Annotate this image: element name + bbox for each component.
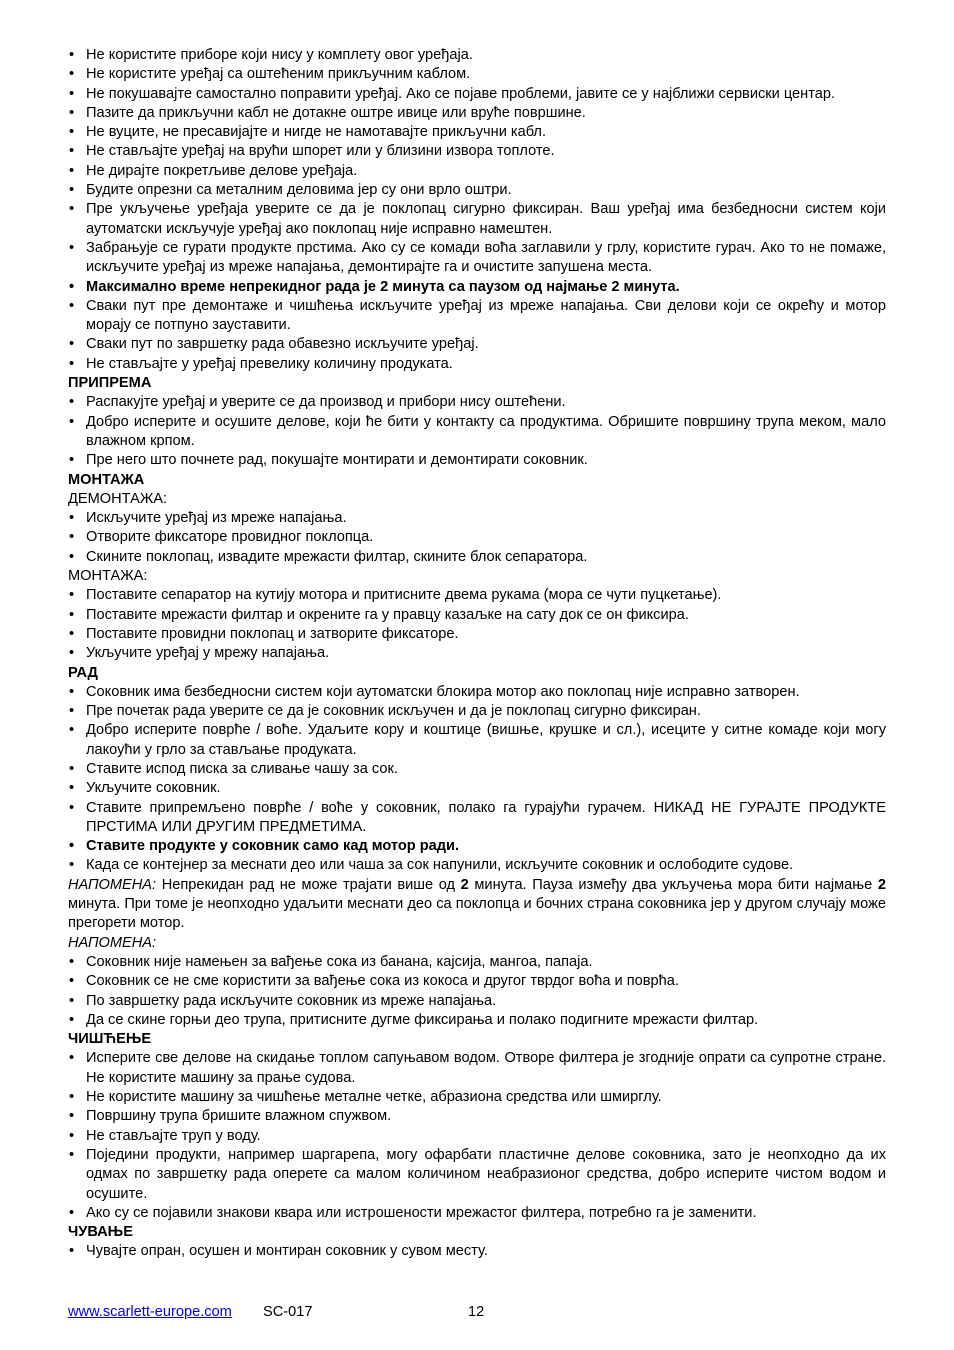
preparation-list	[68, 393, 886, 470]
list-item: • Када се контејнер за меснати део или чаша за сок напунили, искључите соковник и ослободите судове.	[68, 856, 886, 875]
list-item: • Ставите припремљено поврће / воће у соковник, полако га гурајући гурачем. НИКАД НЕ ГУРАЈТЕ ПРОДУКТЕ ПРСТИМА ИЛИ ДРУГИМ ПРЕДМЕТИМА.	[68, 799, 886, 838]
list-item: • Искључите уређај из мреже напајања.	[68, 509, 886, 528]
note-bold-2: 2	[877, 876, 886, 893]
list-item: • Максимално време непрекидног рада је 2 минута са паузом од најмање 2 минута.	[68, 278, 886, 297]
list-item: • Не стављајте у уређај превелику количину продуката.	[68, 355, 886, 374]
list-item: • Сваки пут пре демонтаже и чишћења искључите уређај из мреже напајања. Сви делови који се окрећу и мотор морају се потпуно зауставити.	[68, 297, 886, 336]
list-item: • Сваки пут по завршетку рада обавезно искључите уређај.	[68, 335, 886, 354]
list-item: • Добро исперите и осушите делове, који ће бити у контакту са продуктима. Обришите површину трупа меком, мало влажном крпом.	[68, 413, 886, 452]
assembly-label: МОНТАЖА:	[68, 568, 148, 585]
note-label-2: НАПОМЕНА:	[68, 934, 157, 951]
list-item: • Скините поклопац, извадите мрежасти филтар, скините блок сепаратора.	[68, 548, 886, 567]
list-item: • Поставите мрежасти филтар и окрените га у правцу казаљке на сату док се он фиксира.	[68, 606, 886, 625]
assembly-list	[68, 586, 886, 663]
list-item: • Пре укључење уређаја уверите се да је поклопац сигурно фиксиран. Ваш уређај има безбедносни систем који аутоматски искључује уређај ако поклопац није исправно намештен.	[68, 200, 886, 239]
list-item: • Соковник није намењен за вађење сока из банана, кајсија, мангоа, папаја.	[68, 953, 886, 972]
list-item: • Не користите приборе који нису у комплету овог уређаја.	[68, 46, 886, 65]
safety-list	[68, 46, 886, 374]
website-link[interactable]: www.scarlett-europe.com	[68, 1304, 232, 1320]
list-item: • Поставите сепаратор на кутију мотора и притисните двема рукама (мора се чути пуцкетање).	[68, 586, 886, 605]
assembly-heading: МОНТАЖА	[68, 471, 145, 488]
list-item: • Ставите продукте у соковник само кад мотор ради.	[68, 837, 886, 856]
storage-list	[68, 1242, 886, 1261]
operation-list	[68, 683, 886, 876]
note-paragraph	[68, 876, 886, 934]
operation-heading: РАД	[68, 664, 98, 681]
note-text-1: Непрекидан рад не може трајати више од	[156, 876, 461, 893]
list-item: • Поставите провидни поклопац и затворите фиксаторе.	[68, 625, 886, 644]
list-item: • Будите опрезни са металним деловима јер су они врло оштри.	[68, 181, 886, 200]
page-number: 12	[468, 1304, 485, 1320]
list-item: • Површину трупа бришите влажном спужвом.	[68, 1107, 886, 1126]
list-item: • Укључите уређај у мрежу напајања.	[68, 644, 886, 663]
list-item: • Пазите да прикључни кабл не дотакне оштре ивице или вруће површине.	[68, 104, 886, 123]
list-item: • Не покушавајте самостално поправити уређај. Ако се појаве проблеми, јавите се у најближи сервиски центар.	[68, 85, 886, 104]
note-list	[68, 953, 886, 1030]
list-item: • По завршетку рада искључите соковник из мреже напајања.	[68, 992, 886, 1011]
list-item: • Пре него што почнете рад, покушајте монтирати и демонтирати соковник.	[68, 451, 886, 470]
cleaning-list	[68, 1049, 886, 1223]
preparation-heading: ПРИПРЕМА	[68, 375, 152, 392]
list-item: • Добро исперите поврће / воће. Удаљите кору и коштице (вишње, крушке и сл.), исеците у ситне комаде који могу лакоући у грло за стављање продуката.	[68, 721, 886, 760]
disassembly-label: ДЕМОНТАЖА:	[68, 490, 168, 507]
list-item: • Поједини продукти, например шаргарепа, могу офарбати пластичне делове соковника, зато је неопходно да их одмах по завршетку рада оперете са малом количином неабразионог средства, добро исперите чистом водом и осушите.	[68, 1146, 886, 1204]
list-item: • Забрањује се гурати продукте прстима. Ако су се комади воћа заглавили у грлу, користите гурач. Ако то не помаже, искључите уређај из мреже напајања, демонтирајте га и очистите запушена места.	[68, 239, 886, 278]
list-item: • Не стављајте уређај на врући шпорет или у близини извора топлоте.	[68, 142, 886, 161]
list-item: • Не дирајте покретљиве делове уређаја.	[68, 162, 886, 181]
list-item: • Чувајте опран, осушен и монтиран соковник у сувом месту.	[68, 1242, 886, 1261]
list-item: • Распакујте уређај и уверите се да производ и прибори нису оштећени.	[68, 393, 886, 412]
list-item: • Да се скине горњи део трупа, притисните дугме фиксирања и полако подигните мрежасти филтар.	[68, 1011, 886, 1030]
note-label: НАПОМЕНА:	[68, 876, 157, 893]
cleaning-heading: ЧИШЋЕЊЕ	[68, 1031, 152, 1048]
list-item: • Не стављајте труп у воду.	[68, 1127, 886, 1146]
list-item: • Укључите соковник.	[68, 779, 886, 798]
list-item: • Пре почетак рада уверите се да је соковник искључен и да је поклопац сигурно фиксиран.	[68, 702, 886, 721]
list-item: • Соковник има безбедносни систем који аутоматски блокира мотор ако поклопац није исправно затворен.	[68, 683, 886, 702]
note-bold-1: 2	[460, 876, 469, 893]
list-item: • Не вуците, не пресавијајте и нигде не намотавајте прикључни кабл.	[68, 123, 886, 142]
list-item: • Соковник се не сме користити за вађење сока из кокоса и другог тврдог воћа и поврћа.	[68, 972, 886, 991]
list-item: • Ставите испод писка за сливање чашу за сок.	[68, 760, 886, 779]
storage-heading: ЧУВАЊЕ	[68, 1224, 133, 1241]
manual-content	[68, 46, 886, 1262]
list-item: • Не користите уређај са оштећеним прикључним каблом.	[68, 65, 886, 84]
note-text-3: минута. При томе је неопходно удаљити меснати део са поклопца и бочних страна соковника јер у другом случају може прегорети мотор.	[68, 896, 886, 932]
list-item: • Исперите све делове на скидање топлом сапуњавом водом. Отворе филтера је згодније опрати са супротне стране. Не користите машину за прање судова.	[68, 1049, 886, 1088]
list-item: • Ако су се појавили знакови квара или истрошености мрежастог филтера, потребно га је заменити.	[68, 1204, 886, 1223]
note-text-2: минута. Пауза између два укључења мора бити најмање	[468, 876, 878, 893]
list-item: • Отворите фиксаторе провидног поклопца.	[68, 528, 886, 547]
model-number: SC-017	[263, 1304, 313, 1320]
disassembly-list	[68, 509, 886, 567]
list-item: • Не користите машину за чишћење металне четке, абразиона средства или шмирглу.	[68, 1088, 886, 1107]
